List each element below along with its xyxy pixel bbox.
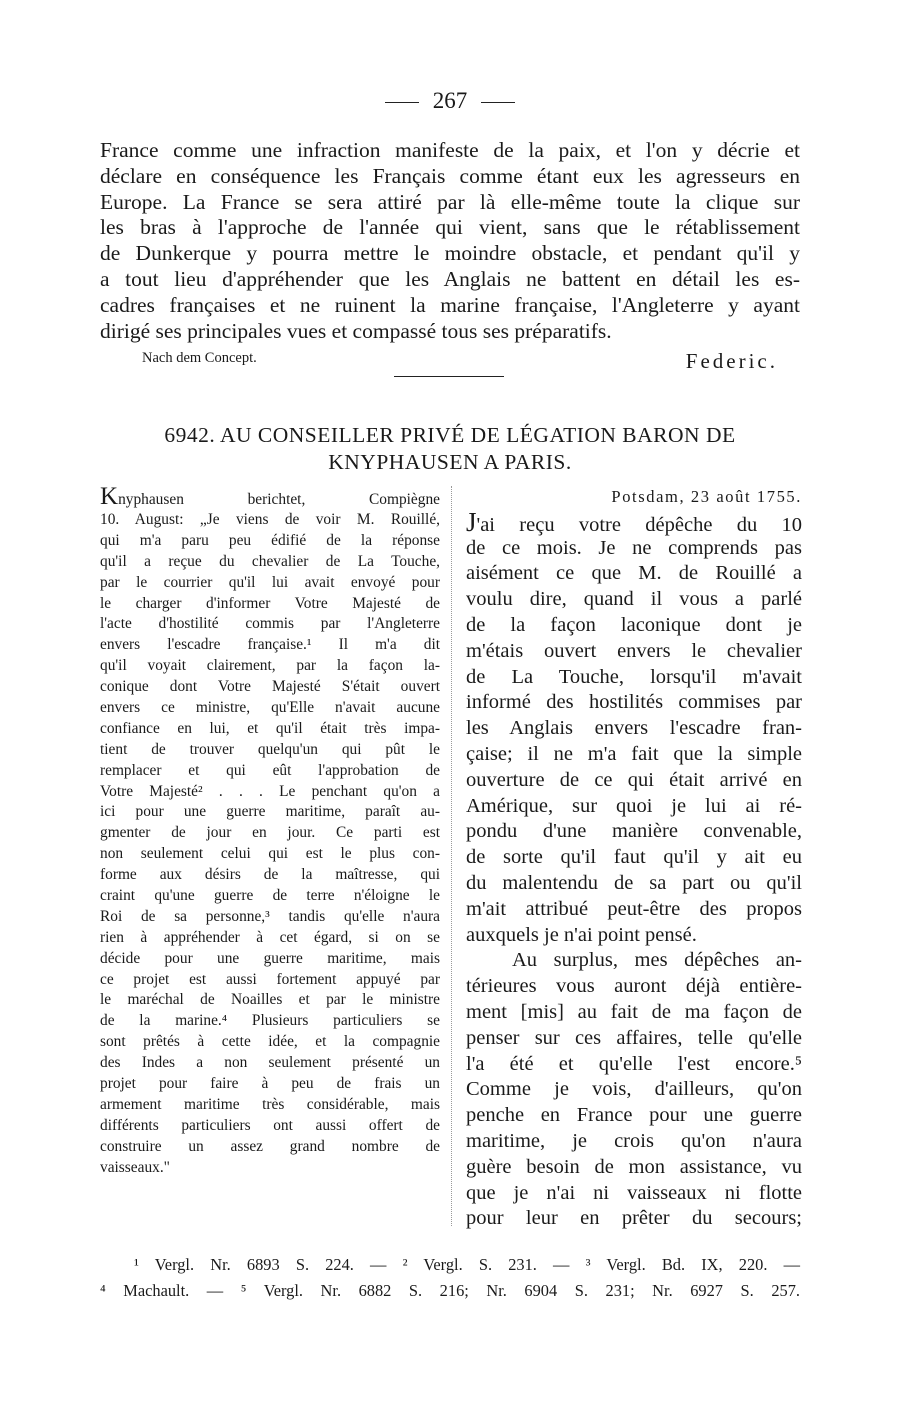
- right-column-letter: [466, 484, 802, 1232]
- text-line: par le courrier qu'il lui avait envoyé pour: [100, 573, 440, 591]
- text-line: le charger d'informer Votre Majesté de: [100, 594, 440, 612]
- text-line: qui m'a paru peu édifié de la réponse: [100, 531, 440, 549]
- text-line: construire un assez grand nombre de: [100, 1137, 440, 1155]
- text-line: pondu d'une manière convenable,: [466, 820, 802, 843]
- text-line: penser sur ces affaires, telle qu'elle: [466, 1026, 802, 1049]
- text-line: Europe. La France se sera attiré par là elle-même toute la clique sur: [100, 189, 800, 214]
- text-line: térieures vous auront déjà entière-: [466, 975, 802, 998]
- text-line: décide pour une guerre maritime, mais: [100, 949, 440, 967]
- text-line: que je n'ai ni vaisseaux ni flotte: [466, 1181, 802, 1204]
- text-line: guère besoin de mon assistance, vu: [466, 1155, 802, 1178]
- text-line: Votre Majesté² . . . Le penchant qu'on a: [100, 782, 440, 800]
- text-line: de la façon laconique dont je: [466, 613, 802, 636]
- text-line: aisément ce que M. de Rouillé a: [466, 562, 802, 585]
- text-line: conique dont Votre Majesté S'était ouvert: [100, 678, 440, 696]
- dateline: Potsdam, 23 août 1755.: [611, 487, 802, 506]
- text-line: tient de trouver quelqu'un qui pût le: [100, 740, 440, 758]
- text-line: forme aux désirs de la maîtresse, qui: [100, 866, 440, 884]
- left-column-first-line: [100, 484, 440, 510]
- text-line: remplacer et qui eût l'approbation de: [100, 761, 440, 779]
- column-divider: [451, 486, 452, 1226]
- text-line: qu'il a reçue du chevalier de La Touche,: [100, 552, 440, 570]
- text-line: de ce mois. Je ne comprends pas: [466, 536, 802, 559]
- page-number-dash-left: [385, 102, 419, 103]
- left-column-note: [100, 484, 440, 1179]
- text-line: 10. August: „Je viens de voir M. Rouillé,: [100, 511, 440, 528]
- page-number-dash-right: [481, 102, 515, 103]
- footnotes: [100, 1252, 800, 1304]
- signature: Federic.: [685, 349, 778, 373]
- text-line: m'ait attribué peut-être des propos: [466, 897, 802, 920]
- text-line: pour leur en prêter du secours;: [466, 1207, 802, 1230]
- text-line: ce projet est aussi fortement appuyé par: [100, 970, 440, 988]
- text-line: armement maritime très considérable, mais: [100, 1095, 440, 1113]
- initial-letter: J: [466, 506, 477, 537]
- text-line: Amérique, sur quoi je lui ai ré-: [466, 794, 802, 817]
- page-number: 267: [432, 88, 468, 113]
- text-line: déclare en conséquence les Français comme étant eux les agresseurs en: [100, 163, 800, 188]
- text-line: auxquels je n'ai point pensé.: [466, 923, 697, 946]
- first-line-text: 'ai reçu votre dépêche du 10: [476, 513, 802, 536]
- text-line: les Anglais envers l'escadre fran-: [466, 717, 802, 740]
- text-line: envers l'escadre française.¹ Il m'a dit: [100, 636, 440, 654]
- text-line: envers ce ministre, qu'Elle n'avait aucune: [100, 699, 440, 717]
- text-line: sont prêtés à cette idée, et la compagnie: [100, 1033, 440, 1051]
- text-line: penche en France pour une guerre: [466, 1104, 802, 1127]
- text-line: ici pour une guerre maritime, paraît au-: [100, 803, 440, 821]
- text-line: de la marine.⁴ Plusieurs particuliers se: [100, 1012, 440, 1030]
- text-line: informé des hostilités commises par: [466, 691, 802, 714]
- intro-paragraph: [100, 138, 800, 344]
- text-line: vaisseaux.": [100, 1158, 170, 1176]
- text-line: de Dunkerque y pourra mettre le moindre obstacle, et pendant qu'il y: [100, 241, 800, 266]
- text-line: dirigé ses principales vues et compassé tous ses préparatifs.: [100, 318, 612, 343]
- text-line: le maréchal de Noailles et par le ministre: [100, 991, 440, 1009]
- heading-line-1: 6942. AU CONSEILLER PRIVÉ DE LÉGATION BARON DE: [164, 423, 736, 447]
- text-line: de La Touche, lorsqu'il m'avait: [466, 665, 802, 688]
- text-line: voulu dire, quand il vous a parlé: [466, 588, 802, 611]
- text-line: Roi de sa personne,³ tandis qu'elle n'aura: [100, 907, 440, 925]
- heading-line-2: KNYPHAUSEN A PARIS.: [328, 450, 572, 474]
- text-line: craint qu'une guerre de terre n'éloigne le: [100, 887, 440, 905]
- text-line: ouverture de ce qui était arrivé en: [466, 768, 802, 791]
- text-line: çaise; il ne m'a fait que la simple: [466, 742, 802, 765]
- text-line: de sorte qu'il faut qu'il y ait eu: [466, 846, 802, 869]
- text-line: Au surplus, mes dépêches an-: [512, 949, 802, 972]
- footnote-line-2: ⁴ Machault. — ⁵ Vergl. Nr. 6882 S. 216; Nr. 6904 S. 231; Nr. 6927 S. 257.: [100, 1281, 800, 1300]
- section-divider: [394, 376, 504, 377]
- text-line: France comme une infraction manifeste de la paix, et l'on y décrie et: [100, 138, 800, 162]
- text-line: du malentendu de sa part ou qu'il: [466, 871, 802, 894]
- text-line: les bras à l'approche de l'année qui vient, sans que le rétablissement: [100, 215, 800, 240]
- footnote-line-1: ¹ Vergl. Nr. 6893 S. 224. — ² Vergl. S. 231. — ³ Vergl. Bd. IX, 220. —: [134, 1255, 800, 1274]
- text-line: maritime, je crois qu'on n'aura: [466, 1129, 802, 1152]
- text-line: cadres françaises et ne ruinent la marine française, l'Angleterre y ayant: [100, 292, 800, 317]
- text-line: l'a été et qu'elle l'est encore.⁵: [466, 1052, 802, 1075]
- text-line: l'acte d'hostilité commis par l'Angleterre: [100, 615, 440, 633]
- text-line: confiance en lui, et qu'il était très impa-: [100, 719, 440, 737]
- text-line: non seulement celui qui est le plus con-: [100, 845, 440, 863]
- letter-first-line: [466, 506, 802, 537]
- text-line: m'étais ouvert envers le chevalier: [466, 639, 802, 662]
- text-line: différents particuliers ont aussi offert de: [100, 1116, 440, 1134]
- text-line: Comme je vois, d'ailleurs, qu'on: [466, 1078, 802, 1101]
- text-line: rien à appréhender à cet égard, si on se: [100, 928, 440, 946]
- first-line-text: nyphausen berichtet, Compiègne: [118, 491, 440, 508]
- page-number-row: [0, 88, 900, 114]
- text-line: qu'il voyait clairement, par la façon la-: [100, 657, 440, 675]
- text-line: a tout lieu d'appréhender que les Anglais ne battent en détail les es-: [100, 266, 800, 291]
- text-line: gmenter de jour en jour. Ce parti est: [100, 824, 440, 842]
- source-note: Nach dem Concept.: [142, 350, 257, 366]
- text-line: ment [mis] au fait de ma façon de: [466, 1000, 802, 1023]
- text-line: des Indes a non seulement présenté un: [100, 1054, 440, 1072]
- initial-letter: K: [100, 483, 119, 510]
- text-line: projet pour faire à peu de frais un: [100, 1075, 440, 1093]
- document-heading: [100, 422, 800, 476]
